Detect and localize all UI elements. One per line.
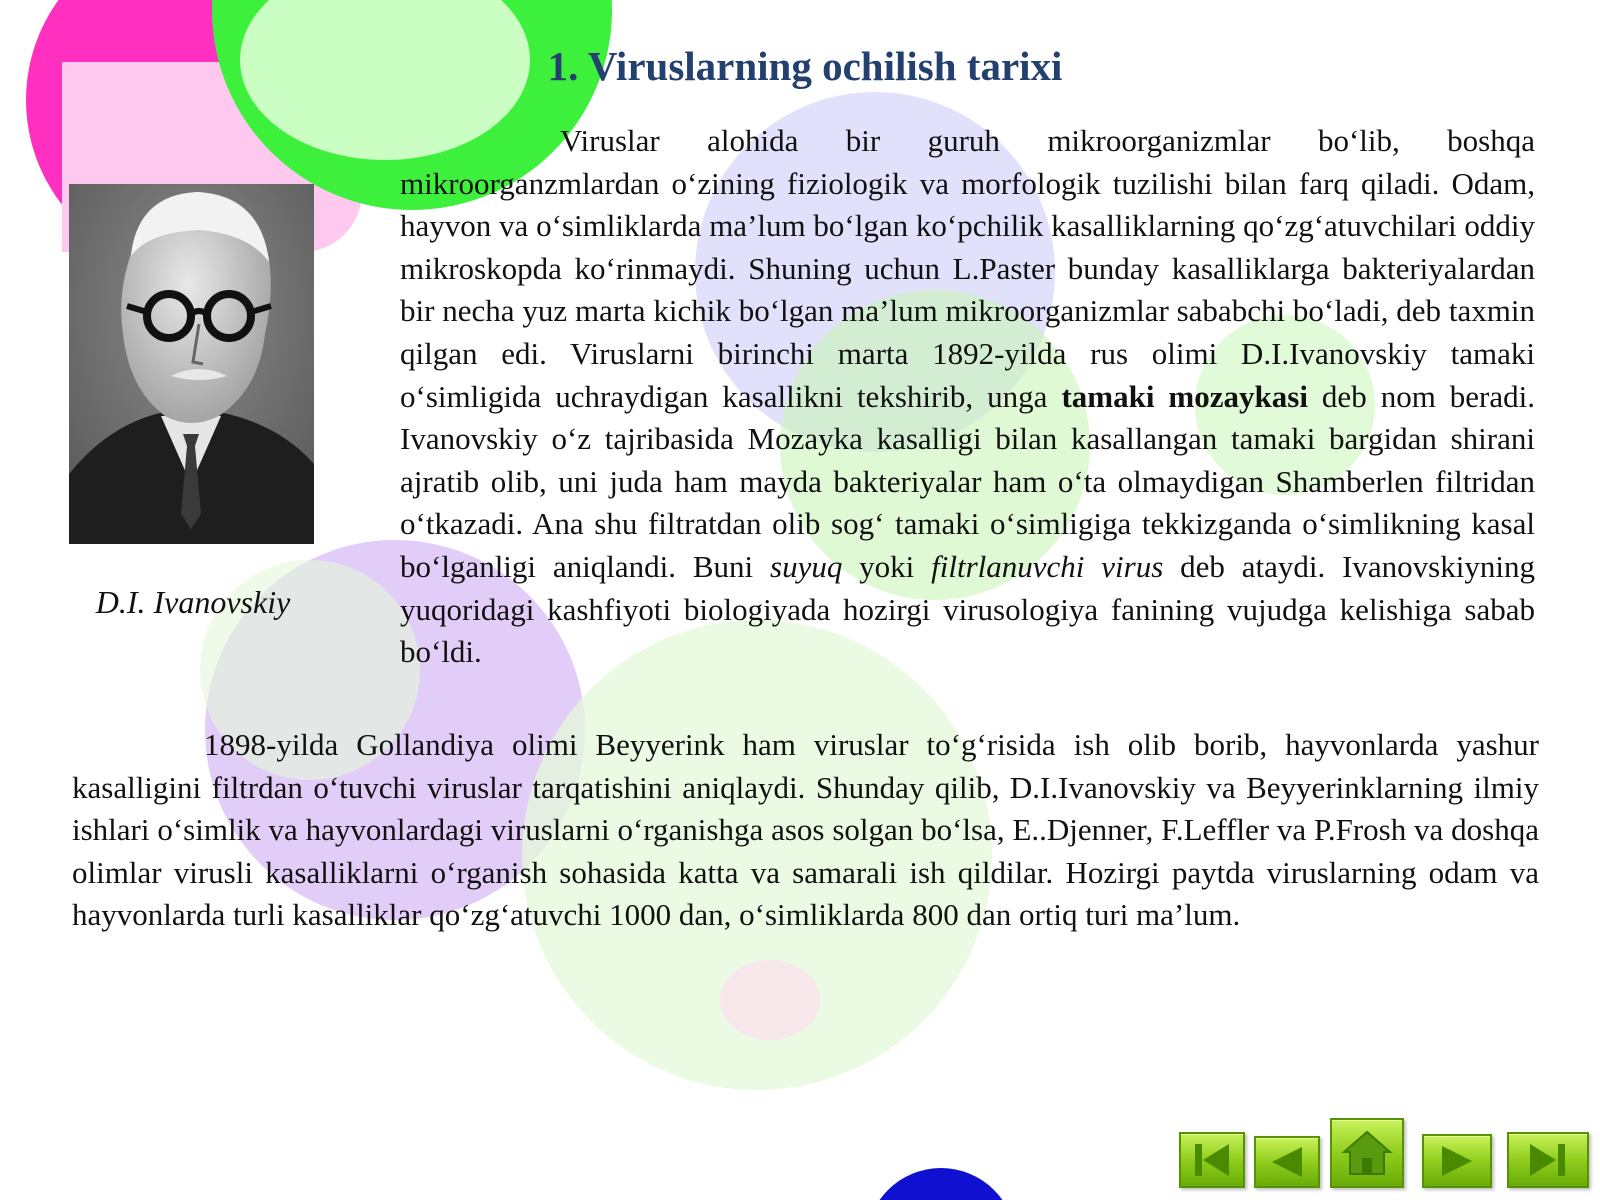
slide-title: 1. Viruslarning ochilish tarixi [547, 43, 1063, 89]
nav-home-button[interactable] [1330, 1118, 1404, 1188]
paragraph-intro [400, 120, 1535, 674]
nav-next-button[interactable] [1422, 1134, 1492, 1188]
text-segment: Viruslar alohida bir guruh mikroorganizmlar bo‘lib, boshqa mikroorganzmlardan o‘zining fiziologik va morfologik tuzilishi bilan farq qiladi. Odam, hayvon va o‘simliklarda ma’lum bo‘lgan ko‘pchilik kasalliklarning qo‘zg‘atuvchilari oddiy mikroskopda ko‘rinmaydi. Shuning uchun L.Paster bunday kasalliklarga bakteriyalardan bir necha yuz marta kichik bo‘lgan ma’lum mikroorganizmlar sababchi bo‘ladi, deb taxmin qilgan edi. Viruslarni birinchi marta 1892-yilda rus olimi D.I.Ivanovskiy tamaki o‘simligida uchraydigan kasallikni tekshirib, unga [400, 123, 1535, 414]
text-segment: yoki [842, 548, 932, 584]
nav-first-button[interactable] [1179, 1132, 1245, 1188]
pink-circle-decoration [720, 960, 820, 1040]
text-segment: deb ataydi. Ivanovskiyning yuqoridagi kashfiyoti biologiyada hozirgi virusologiya fanining vujudga kelishiga sabab bo‘ldi. [400, 548, 1535, 670]
italic-term: suyuq [770, 548, 843, 584]
skip-to-last-icon [1524, 1141, 1572, 1179]
home-icon [1340, 1128, 1394, 1178]
next-arrow-icon [1434, 1143, 1480, 1179]
portrait-photo [69, 184, 314, 544]
italic-term: filtrlanuvchi virus [931, 548, 1164, 584]
portrait-caption: D.I. Ivanovskiy [95, 584, 291, 620]
nav-last-button[interactable] [1507, 1132, 1589, 1188]
bold-term: tamaki mozaykasi [1061, 378, 1308, 414]
nav-previous-button[interactable] [1254, 1136, 1320, 1188]
previous-arrow-icon [1264, 1144, 1310, 1180]
blue-circle-decoration [866, 1168, 1016, 1200]
skip-to-first-icon [1189, 1141, 1235, 1179]
paragraph-history: 1898-yilda Gollandiya olimi Beyyerink ham viruslar to‘g‘risida ish olib borib, hayvonlarda yashur kasalligini filtrdan o‘tuvchi viruslar tarqatishini aniqlaydi. Shunday qilib, D.I.Ivanovskiy va Beyyerinklarning ilmiy ishlari o‘simlik va hayvonlardagi viruslarni o‘rganishga asos solgan bo‘lsa, E..Djenner, F.Leffler va P.Frosh va doshqa olimlar virusli kasalliklarni o‘rganish sohasida katta va samarali ish qildilar. Hozirgi paytda viruslarning odam va hayvonlarda turli kasalliklar qo‘zg‘atuvchi 1000 dan, o‘simliklarda 800 dan ortiq turi ma’lum. [72, 727, 1539, 933]
text-segment: deb nom beradi. Ivanovskiy o‘z tajribasida Mozayka kasalligi bilan kasallangan tamaki bargidan shirani ajratib olib, uni juda ham mayda bakteriyalar ham o‘ta olmaydigan Shamberlen filtridan o‘tkazadi. Ana shu filtratdan olib sog‘ tamaki o‘simligiga tekkizganda o‘simlikning kasal bo‘lganligi aniqlandi. Buni [400, 378, 1536, 584]
